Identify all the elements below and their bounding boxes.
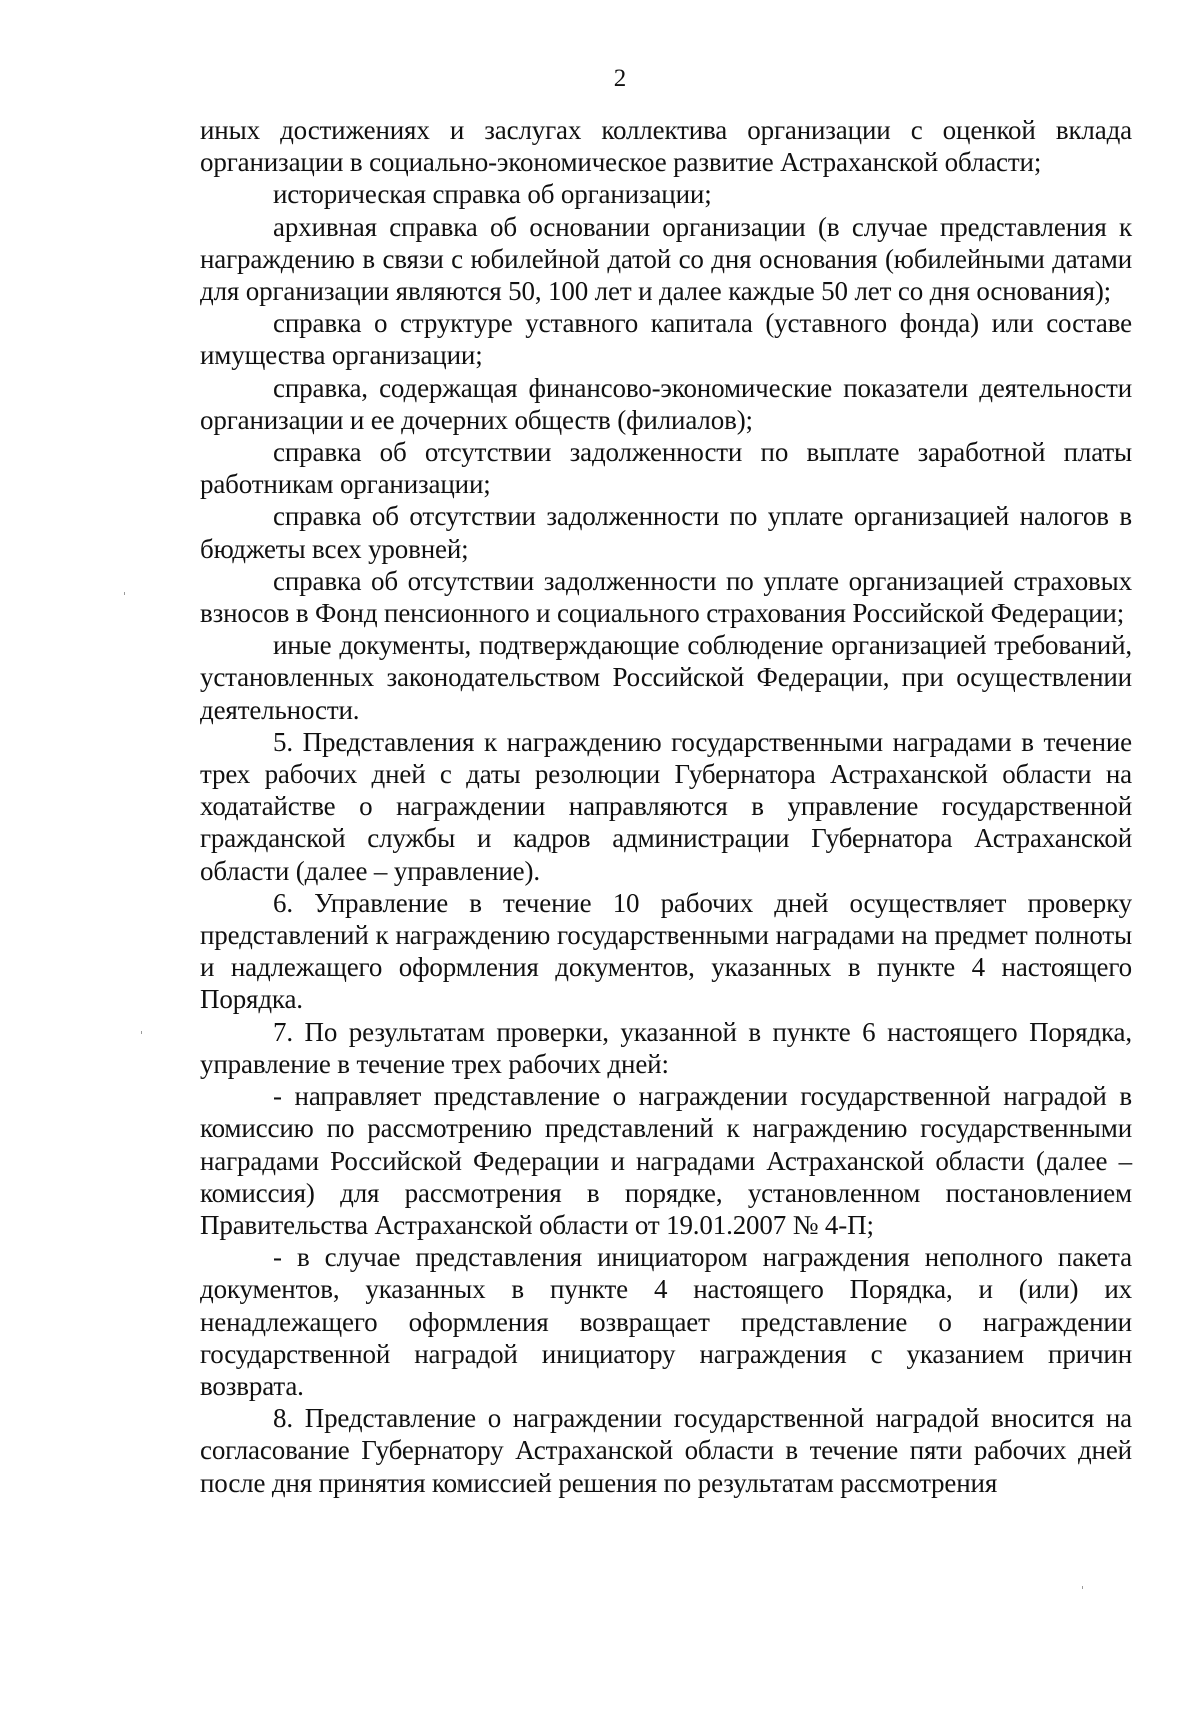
paragraph-clause-7-item-1: - направляет представление о награждении государственной наградой в комиссию по рассмотрению представлений к награждению государственными наградами Российской Федерации и наградами Астраханской области (далее – комиссия) для рассмотрения в порядке, установленном постановлением Правительства Астраханской области от 19.01.2007 № 4-П;	[200, 1081, 1132, 1240]
paragraph-clause-7-item-2: - в случае представления инициатором награждения неполного пакета документов, указанных в пункте 4 настоящего Порядка, и (или) их ненадлежащего оформления возвращает представление о награждении государственной наградой инициатору награждения с указанием причин возврата.	[200, 1242, 1132, 1401]
paragraph-clause-6: 6. Управление в течение 10 рабочих дней осуществляет проверку представлений к награждению государственными наградами на предмет полноты и надлежащего оформления документов, указанных в пункте 4 настоящего Порядка.	[200, 887, 1132, 1015]
paragraph-tax-arrears: справка об отсутствии задолженности по уплате организацией налогов в бюджеты всех уровней;	[200, 501, 1132, 564]
paragraph-continuation: иных достижениях и заслугах коллектива организации с оценкой вклада организации в социально-экономическое развитие Астраханской области;	[200, 115, 1132, 178]
scan-speck	[124, 592, 125, 595]
paragraph-clause-8: 8. Представление о награждении государственной наградой вносится на согласование Губернатору Астраханской области в течение пяти рабочих дней после дня принятия комиссией решения по результатам рассмотрения	[200, 1403, 1132, 1498]
paragraph-other-documents: иные документы, подтверждающие соблюдение организацией требований, установленных законодательством Российской Федерации, при осуществлении деятельности.	[200, 630, 1132, 725]
paragraph-capital-structure: справка о структуре уставного капитала (уставного фонда) или составе имущества организации;	[200, 308, 1132, 371]
paragraph-wage-arrears: справка об отсутствии задолженности по выплате заработной платы работникам организации;	[200, 437, 1132, 500]
page-number: 2	[613, 65, 627, 92]
paragraph-historical-reference: историческая справка об организации;	[273, 179, 712, 210]
paragraph-insurance-arrears: справка об отсутствии задолженности по уплате организацией страховых взносов в Фонд пенсионного и социального страхования Российской Федерации;	[200, 565, 1132, 629]
document-body	[200, 114, 1132, 1499]
scan-speck	[1082, 1586, 1083, 1589]
paragraph-clause-5: 5. Представления к награждению государственными наградами в течение трех рабочих дней с даты резолюции Губернатора Астраханской области на ходатайстве о награждении направляются в управление государственной гражданской службы и кадров администрации Губернатора Астраханской области (далее – управление).	[200, 726, 1132, 886]
paragraph-archival-reference: архивная справка об основании организации (в случае представления к награждению в связи с юбилейной датой со дня основания (юбилейными датами для организации являются 50, 100 лет и далее каждые 50 лет со дня основания);	[200, 211, 1132, 307]
scan-speck	[141, 1031, 142, 1034]
paragraph-financial-indicators: справка, содержащая финансово-экономические показатели деятельности организации и ее дочерних обществ (филиалов);	[200, 372, 1132, 435]
paragraph-clause-7: 7. По результатам проверки, указанной в пункте 6 настоящего Порядка, управление в течение трех рабочих дней:	[200, 1016, 1132, 1079]
